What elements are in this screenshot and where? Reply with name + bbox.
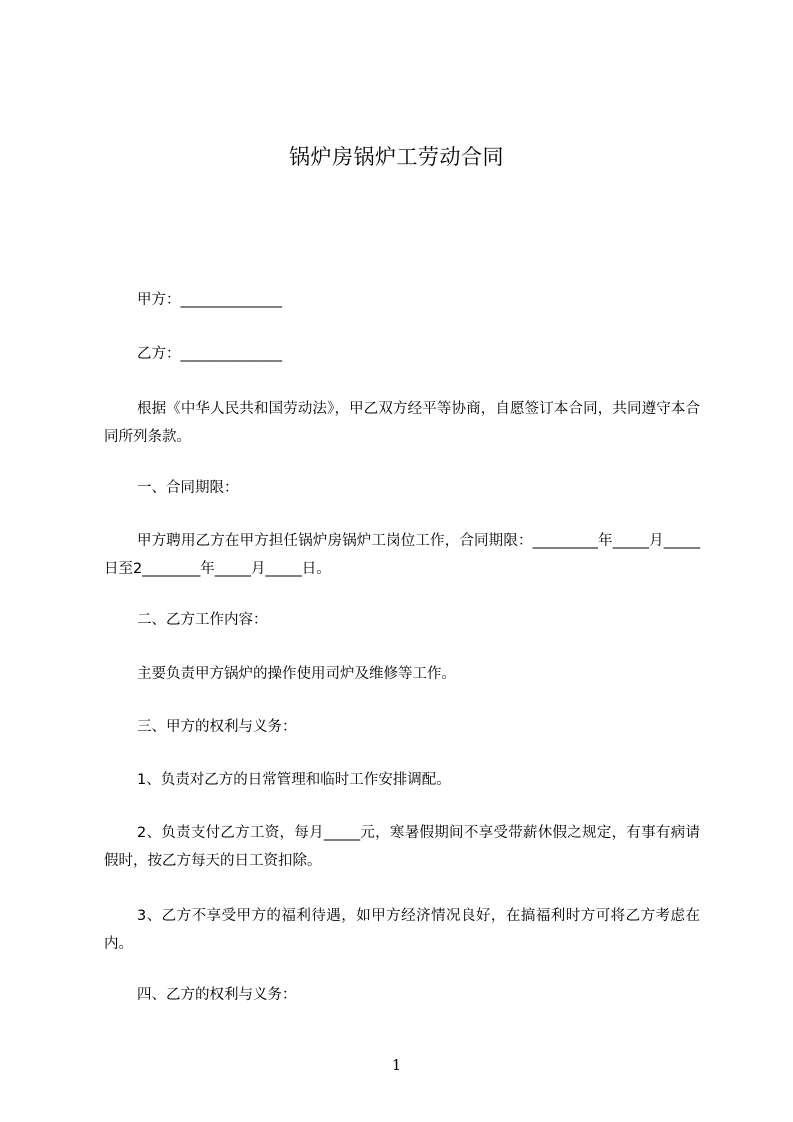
section3-item2: 2、负责支付乙方工资，每月_____元，寒暑假期间不享受带薪休假之规定，有事有病请假时，按乙方每天的日工资扣除。	[104, 825, 700, 869]
section1-paragraph: 甲方聘用乙方在甲方担任锅炉房锅炉工岗位工作，合同期限：_________年_____月_____日至2________年_____月_____日。	[104, 533, 700, 577]
document-title: 锅炉房锅炉工劳动合同	[289, 145, 504, 169]
section2-heading: 二、乙方工作内容：	[137, 612, 268, 628]
page-number: 1	[391, 1056, 402, 1074]
section1-heading: 一、合同期限：	[137, 480, 239, 496]
preamble-paragraph: 根据《中华人民共和国劳动法》，甲乙双方经平等协商，自愿签订本合同，共同遵守本合同所列条款。	[104, 401, 700, 445]
section3-item3: 3、乙方不享受甲方的福利待遇，如甲方经济情况良好，在搞福利时方可将乙方考虑在内。	[104, 908, 700, 952]
section3-item1: 1、负责对乙方的日常管理和临时工作安排调配。	[137, 772, 451, 788]
party-b-line: 乙方：______________	[137, 346, 282, 362]
section2-paragraph: 主要负责甲方锅炉的操作使用司炉及维修等工作。	[137, 666, 456, 682]
section4-heading: 四、乙方的权利与义务：	[137, 987, 297, 1003]
section3-heading: 三、甲方的权利与义务：	[137, 719, 297, 735]
party-a-line: 甲方：______________	[137, 292, 282, 308]
